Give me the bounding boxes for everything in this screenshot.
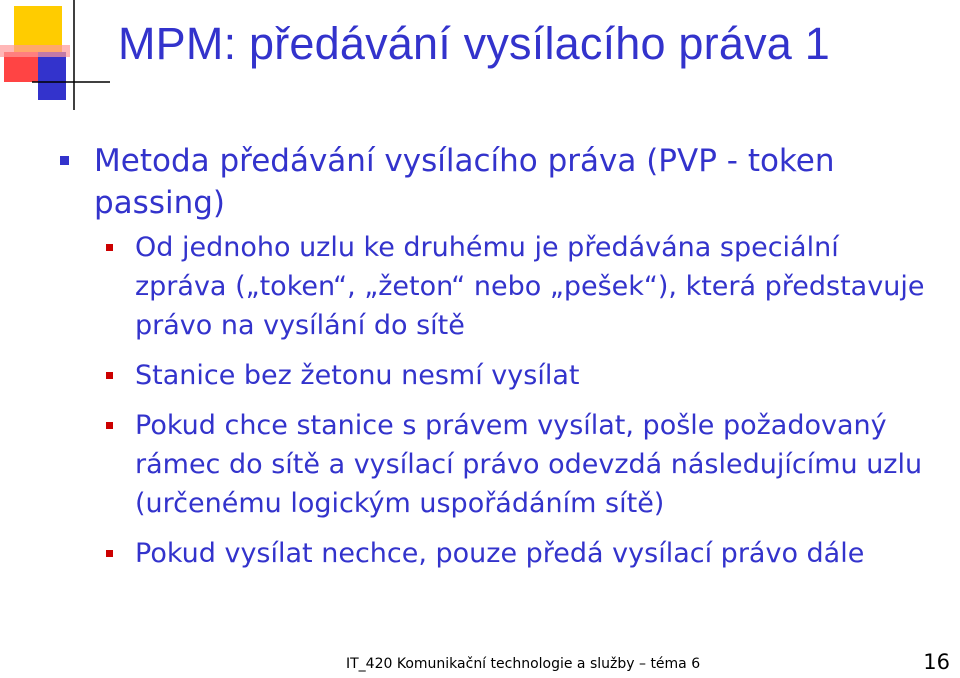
sub-bullet-icon: [106, 244, 113, 251]
main-bullet-end: ): [212, 185, 226, 221]
sub-bullet-item: [56, 534, 936, 573]
slide-footer: [0, 656, 960, 678]
main-bullet-accent: token passing: [94, 143, 835, 221]
slide-content: [56, 140, 936, 584]
slide-title: MPM: předávání vysílacího práva 1: [118, 18, 830, 69]
sub-bullet-text: Pokud vysílat nechce, pouze předá vysílací právo dále: [135, 538, 865, 569]
main-bullet-text: Metoda předávání vysílacího práva (PVP -: [94, 143, 748, 179]
sub-bullet-item: [56, 228, 936, 345]
sub-bullet-text: Stanice bez žetonu nesmí vysílat: [135, 360, 580, 391]
sub-bullet-list: [56, 228, 936, 573]
sub-bullet-text: Pokud chce stanice s právem vysílat, pošle požadovaný rámec do sítě a vysílací právo odevzdá následujícímu uzlu (určenému logickým uspořádáním sítě): [135, 410, 923, 519]
sub-bullet-icon: [106, 372, 113, 379]
bullet-icon: [60, 156, 69, 165]
sub-bullet-icon: [106, 550, 113, 557]
slide-logo-icon: [0, 0, 120, 120]
main-bullet: [56, 140, 936, 224]
sub-bullet-text: Od jednoho uzlu ke druhému je předávána speciální zpráva („token“, „žeton“ nebo „pešek“), která představuje právo na vysílání do sítě: [135, 232, 925, 341]
sub-bullet-item: [56, 356, 936, 395]
sub-bullet-item: [56, 406, 936, 523]
footer-text: IT_420 Komunikační technologie a služby – téma 6: [346, 656, 701, 672]
page-number: 16: [923, 650, 950, 674]
sub-bullet-icon: [106, 422, 113, 429]
